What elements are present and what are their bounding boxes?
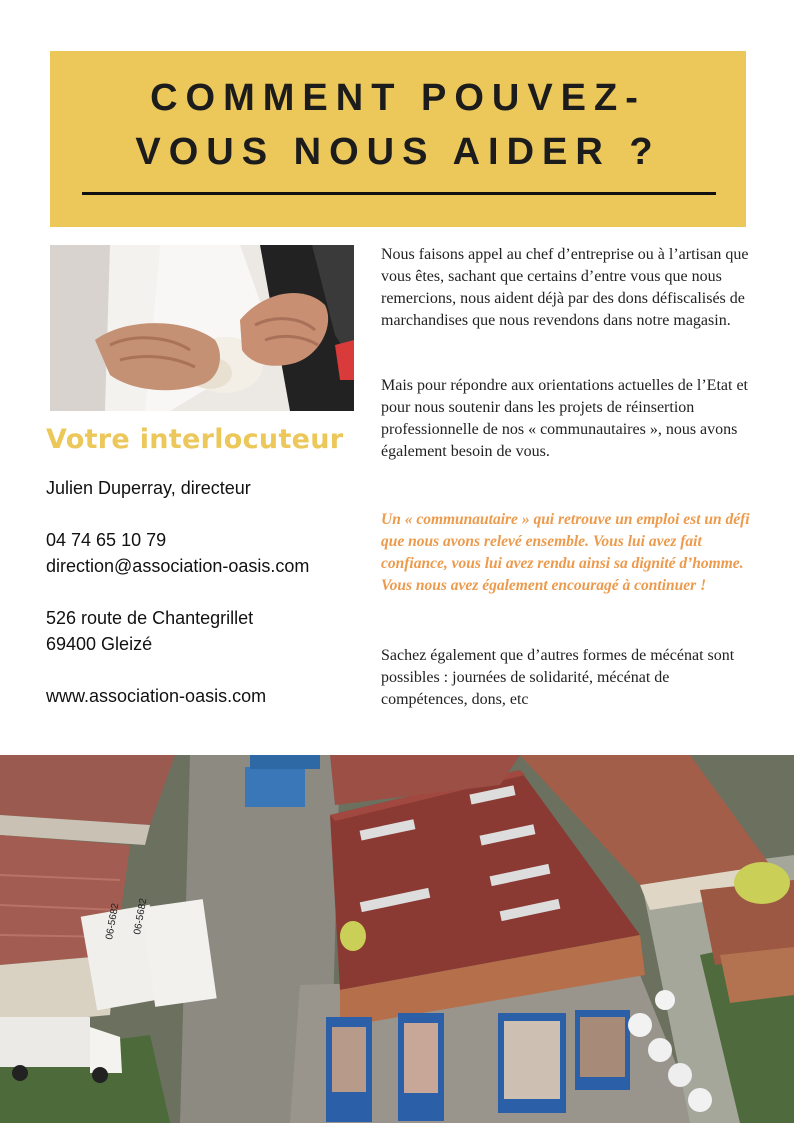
hands-photo <box>50 245 354 411</box>
contact-website[interactable]: www.association-oasis.com <box>46 686 267 706</box>
highlight-paragraph: Un « communautaire » qui retrouve un emploi est un défi que nous avons relevé ensemble. Vous lui avez fait confiance, vous lui avez rendu ainsi sa dignité d’homme. Vous nous avez également encouragé à continuer ! <box>381 511 750 594</box>
aerial-site-photo <box>0 755 794 1123</box>
aerial-site-illustration <box>0 755 794 1123</box>
page-title <box>50 71 746 179</box>
title-underline <box>82 192 716 195</box>
body-paragraph-1: Nous faisons appel au chef d’entreprise ou à l’artisan que vous êtes, sachant que certains d’entre vous que nous remercions, nous aident déjà par des dons défiscalisés de marchandises que nous revendons dans notre magasin. <box>381 246 749 329</box>
page-title-line-1: COMMENT POUVEZ- <box>150 77 646 119</box>
contact-name: Julien Duperray, directeur <box>46 478 251 498</box>
hands-photo-illustration <box>50 245 354 411</box>
header-banner <box>50 51 746 227</box>
truck-2-label: 06-5682 <box>132 897 150 936</box>
contact-address-line-1: 526 route de Chantegrillet <box>46 608 254 628</box>
body-paragraph-3: Sachez également que d’autres formes de mécénat sont possibles : journées de solidarité, mécénat de compétences, dons, etc <box>381 647 735 708</box>
contact-phone[interactable]: 04 74 65 10 79 <box>46 530 167 550</box>
page-title-line-2: VOUS NOUS AIDER ? <box>135 131 661 173</box>
truck-1-label: 06-5682 <box>104 902 122 941</box>
contact-heading: Votre interlocuteur <box>46 424 344 455</box>
body-paragraph-2: Mais pour répondre aux orientations actuelles de l’Etat et pour nous soutenir dans les projets de réinsertion professionnelle de nos « communautaires », nous avons également besoin de vous. <box>381 377 748 460</box>
contact-email[interactable]: direction@association-oasis.com <box>46 556 310 576</box>
contact-address-line-2: 69400 Gleizé <box>46 634 153 654</box>
